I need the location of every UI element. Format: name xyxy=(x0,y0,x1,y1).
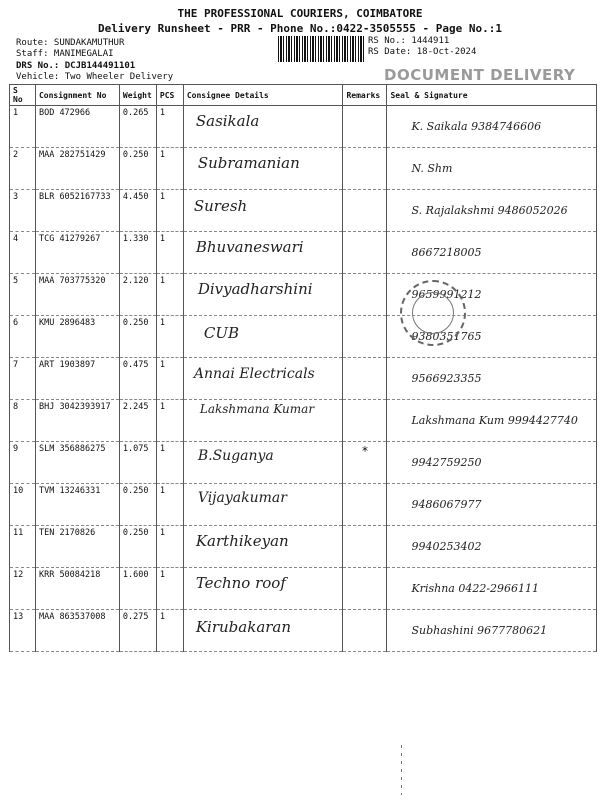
cell-pcs: 1 xyxy=(156,568,183,610)
cell-consignee xyxy=(183,610,343,652)
cell-cno: SLM 356886275 xyxy=(35,442,119,484)
handwritten-signature: Krishna 0422-2966111 xyxy=(411,582,540,595)
cell-remarks xyxy=(343,190,387,232)
table-row xyxy=(10,610,597,652)
handwritten-consignee: Techno roof xyxy=(195,574,286,592)
cell-weight: 1.330 xyxy=(119,232,156,274)
cell-weight: 0.475 xyxy=(119,358,156,400)
cell-consignee xyxy=(183,316,343,358)
handwritten-consignee: Karthikeyan xyxy=(195,532,289,550)
cell-consignee xyxy=(183,442,343,484)
cell-remarks xyxy=(343,526,387,568)
cell-signature xyxy=(387,526,597,568)
col-sno: S No xyxy=(10,85,36,106)
cell-sno: 13 xyxy=(10,610,36,652)
table-row xyxy=(10,484,597,526)
cell-consignee xyxy=(183,526,343,568)
cell-weight: 0.250 xyxy=(119,484,156,526)
cell-sno: 5 xyxy=(10,274,36,316)
cell-remarks xyxy=(343,484,387,526)
handwritten-signature: 9942759250 xyxy=(411,456,482,469)
handwritten-consignee: Bhuvaneswari xyxy=(195,238,304,256)
cell-signature xyxy=(387,442,597,484)
handwritten-signature: S. Rajalakshmi 9486052026 xyxy=(411,204,568,217)
cell-cno: MAA 703775320 xyxy=(35,274,119,316)
cell-weight: 0.250 xyxy=(119,316,156,358)
cell-sno: 11 xyxy=(10,526,36,568)
cell-remarks xyxy=(343,358,387,400)
cell-weight: 0.250 xyxy=(119,526,156,568)
handwritten-consignee: Subramanian xyxy=(197,154,300,172)
cell-sno: 3 xyxy=(10,190,36,232)
col-remarks: Remarks xyxy=(343,85,387,106)
handwritten-signature: 9566923355 xyxy=(411,372,482,385)
seal-inner xyxy=(412,292,454,334)
cell-pcs: 1 xyxy=(156,106,183,148)
cell-cno: BHJ 3042393917 xyxy=(35,400,119,442)
document-delivery-stamp: DOCUMENT DELIVERY xyxy=(384,66,576,84)
cell-sno: 12 xyxy=(10,568,36,610)
cell-pcs: 1 xyxy=(156,148,183,190)
handwritten-consignee: Divyadharshini xyxy=(197,280,313,298)
table-row xyxy=(10,148,597,190)
col-weight: Weight xyxy=(119,85,156,106)
handwritten-consignee: Kirubakaran xyxy=(195,618,292,636)
cell-cno: TVM 13246331 xyxy=(35,484,119,526)
cell-signature xyxy=(387,400,597,442)
table-row xyxy=(10,568,597,610)
cell-signature xyxy=(387,190,597,232)
table-row xyxy=(10,526,597,568)
scan-artifact xyxy=(401,745,402,795)
rs-date-label: RS Date: 18-Oct-2024 xyxy=(368,47,477,57)
table-row xyxy=(10,232,597,274)
cell-signature xyxy=(387,610,597,652)
cell-pcs: 1 xyxy=(156,232,183,274)
cell-sno: 10 xyxy=(10,484,36,526)
company-seal xyxy=(400,280,466,346)
cell-consignee xyxy=(183,148,343,190)
runsheet-title: Delivery Runsheet - PRR - Phone No.:0422-3505555 - Page No.:1 xyxy=(98,22,502,35)
cell-weight: 1.600 xyxy=(119,568,156,610)
cell-weight: 0.250 xyxy=(119,148,156,190)
table-row xyxy=(10,190,597,232)
cell-consignee xyxy=(183,400,343,442)
cell-weight: 1.075 xyxy=(119,442,156,484)
cell-weight: 4.450 xyxy=(119,190,156,232)
cell-cno: KRR 50084218 xyxy=(35,568,119,610)
cell-consignee xyxy=(183,232,343,274)
handwritten-signature: 9380351765 xyxy=(411,330,482,343)
handwritten-signature: 9940253402 xyxy=(411,540,482,553)
table-row xyxy=(10,316,597,358)
cell-cno: BOD 472966 xyxy=(35,106,119,148)
cell-pcs: 1 xyxy=(156,190,183,232)
table-row xyxy=(10,442,597,484)
cell-consignee xyxy=(183,358,343,400)
cell-remarks xyxy=(343,400,387,442)
vehicle-label: Vehicle: Two Wheeler Delivery xyxy=(16,72,174,82)
cell-consignee xyxy=(183,274,343,316)
staff-label: Staff: MANIMEGALAI xyxy=(16,49,114,59)
handwritten-signature: Lakshmana Kum 9994427740 xyxy=(411,414,578,427)
cell-sno: 7 xyxy=(10,358,36,400)
cell-consignee xyxy=(183,190,343,232)
handwritten-consignee: Lakshmana Kumar xyxy=(199,402,315,416)
handwritten-signature: N. Shm xyxy=(411,162,453,175)
cell-remarks xyxy=(343,610,387,652)
handwritten-signature: 9659991212 xyxy=(411,288,482,301)
handwritten-consignee: Sasikala xyxy=(195,112,260,130)
cell-signature xyxy=(387,232,597,274)
handwritten-signature: K. Saikala 9384746606 xyxy=(411,120,542,133)
col-signature: Seal & Signature xyxy=(387,85,597,106)
handwritten-signature: 8667218005 xyxy=(411,246,482,259)
cell-cno: MAA 863537008 xyxy=(35,610,119,652)
cell-signature xyxy=(387,148,597,190)
cell-pcs: 1 xyxy=(156,358,183,400)
handwritten-signature: Subhashini 9677780621 xyxy=(411,624,548,637)
col-pcs: PCS xyxy=(156,85,183,106)
handwritten-consignee: Annai Electricals xyxy=(193,366,315,382)
cell-signature xyxy=(387,484,597,526)
cell-weight: 0.265 xyxy=(119,106,156,148)
cell-pcs: 1 xyxy=(156,610,183,652)
cell-consignee xyxy=(183,484,343,526)
handwritten-consignee: CUB xyxy=(203,324,239,342)
drs-label: DRS No.: DCJB144491101 xyxy=(16,61,136,71)
cell-signature xyxy=(387,358,597,400)
cell-sno: 4 xyxy=(10,232,36,274)
cell-remarks xyxy=(343,568,387,610)
cell-weight: 2.120 xyxy=(119,274,156,316)
cell-sno: 8 xyxy=(10,400,36,442)
cell-cno: ART 1903897 xyxy=(35,358,119,400)
table-row xyxy=(10,106,597,148)
cell-remarks xyxy=(343,106,387,148)
col-consignment: Consignment No xyxy=(35,85,119,106)
table-row xyxy=(10,400,597,442)
table-row xyxy=(10,274,597,316)
cell-remarks xyxy=(343,232,387,274)
cell-pcs: 1 xyxy=(156,400,183,442)
cell-sno: 9 xyxy=(10,442,36,484)
cell-remarks xyxy=(343,274,387,316)
cell-pcs: 1 xyxy=(156,316,183,358)
cell-sno: 1 xyxy=(10,106,36,148)
cell-cno: TEN 2170826 xyxy=(35,526,119,568)
cell-pcs: 1 xyxy=(156,484,183,526)
table-row xyxy=(10,358,597,400)
cell-cno: BLR 6052167733 xyxy=(35,190,119,232)
cell-cno: TCG 41279267 xyxy=(35,232,119,274)
cell-pcs: 1 xyxy=(156,526,183,568)
cell-pcs: 1 xyxy=(156,442,183,484)
route-label: Route: SUNDAKAMUTHUR xyxy=(16,38,125,48)
cell-consignee xyxy=(183,106,343,148)
handwritten-consignee: Suresh xyxy=(193,197,248,215)
table-header-row xyxy=(10,85,597,106)
cell-sno: 6 xyxy=(10,316,36,358)
cell-remarks xyxy=(343,316,387,358)
cell-weight: 2.245 xyxy=(119,400,156,442)
barcode xyxy=(278,36,364,62)
runsheet-table xyxy=(9,84,597,652)
company-name: THE PROFESSIONAL COURIERS, COIMBATORE xyxy=(177,7,423,20)
cell-weight: 0.275 xyxy=(119,610,156,652)
rs-no-label: RS No.: 1444911 xyxy=(368,36,450,46)
cell-consignee xyxy=(183,568,343,610)
cell-cno: KMU 2896483 xyxy=(35,316,119,358)
cell-remarks: * xyxy=(343,442,387,484)
col-consignee: Consignee Details xyxy=(183,85,343,106)
handwritten-consignee: B.Suganya xyxy=(197,448,274,464)
cell-signature xyxy=(387,106,597,148)
cell-signature xyxy=(387,568,597,610)
handwritten-signature: 9486067977 xyxy=(411,498,482,511)
cell-remarks xyxy=(343,148,387,190)
handwritten-consignee: Vijayakumar xyxy=(197,490,287,506)
cell-cno: MAA 282751429 xyxy=(35,148,119,190)
cell-sno: 2 xyxy=(10,148,36,190)
cell-pcs: 1 xyxy=(156,274,183,316)
